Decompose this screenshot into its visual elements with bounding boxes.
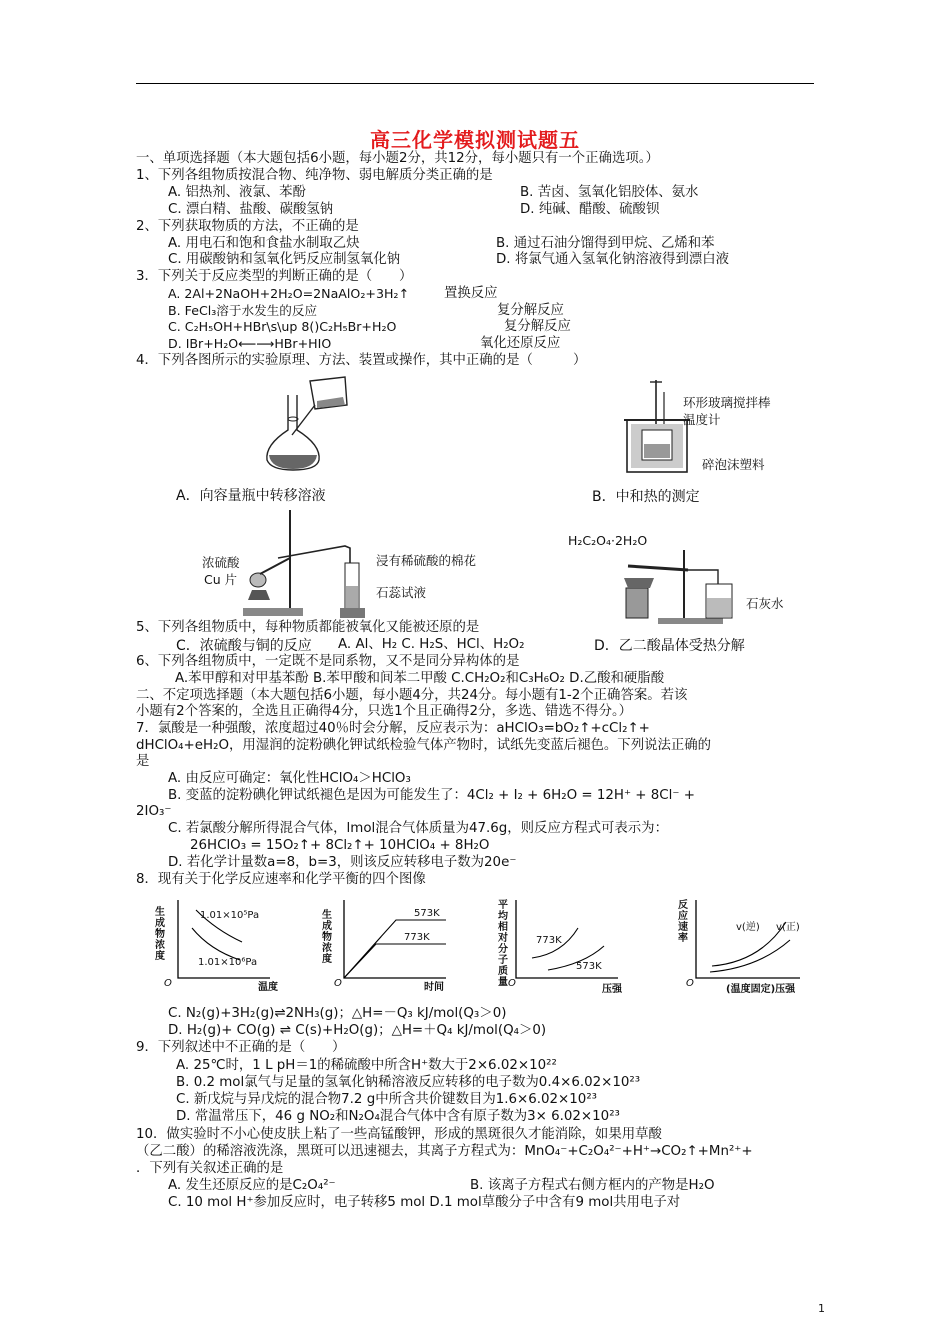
question-7-cont: dHClO₄+eH₂O，用湿润的淀粉碘化钾试纸检验气体产物时，试纸先变蓝后褪色。下列说法正确的 (136, 738, 712, 753)
graph-1-series-1: 1.01×10⁵Pa (200, 910, 260, 921)
label-limewater: 石灰水 (746, 596, 784, 611)
graph-3-origin: O (508, 978, 516, 989)
question-7: 7．氯酸是一种强酸，浓度超过40％时会分解，反应表示为：aHClO₃=bO₂↑+cCl₂↑+ (136, 721, 650, 736)
graph-3-xlabel: 压强 (602, 984, 622, 995)
option-3d: D. IBr+H₂O⟵⟶HBr+HIO (168, 336, 332, 351)
question-2: 2、下列获取物质的方法，不正确的是 (136, 219, 359, 234)
caption-4a: A．向容量瓶中转移溶液 (176, 488, 326, 504)
label-conc-acid: 浓硫酸 (202, 555, 240, 570)
question-1: 1、下列各组物质按混合物、纯净物、弱电解质分类正确的是 (136, 168, 493, 183)
option-3a-type: 置换反应 (444, 286, 498, 301)
graph-1-origin: O (164, 978, 172, 989)
header-rule (136, 83, 814, 84)
apparatus-b-figure (622, 378, 692, 478)
option-9a: A. 25℃时，1 L pH＝1的稀硫酸中所含H⁺数大于2×6.02×10²² (176, 1058, 557, 1073)
option-3a: A. 2Al+2NaOH+2H₂O=2NaAlO₂+3H₂↑ (168, 286, 410, 301)
section-2-heading-cont: 小题有2个答案的，全选且正确得4分，只选1个且正确得2分，多选、错选不得分。） (136, 704, 633, 719)
option-7b: B. 变蓝的淀粉碘化钾试纸褪色是因为可能发生了：4Cl₂ + I₂ + 6H₂O = 12H⁺ + 8Cl⁻ + (168, 788, 695, 803)
option-2b: B. 通过石油分馏得到甲烷、乙烯和苯 (496, 236, 715, 251)
question-10-cont: （乙二酸）的稀溶液洗涤，黑斑可以迅速褪去，其离子方程式为：MnO₄⁻+C₂O₄²⁻+H⁺→CO₂↑+Mn²⁺+ (136, 1144, 753, 1159)
apparatus-c-figure (240, 508, 370, 620)
graph-1-series-2: 1.01×10⁶Pa (198, 957, 258, 968)
graph-4 (688, 900, 808, 985)
option-9d: D. 常温常压下，46 g NO₂和N₂O₄混合气体中含有原子数为3× 6.02×10²³ (176, 1109, 620, 1124)
question-3: 3．下列关于反应类型的判断正确的是（ ） (136, 269, 413, 284)
question-10: 10．做实验时不小心使皮肤上粘了一些高锰酸钾，形成的黑斑很久才能消除，如果用草酸 (136, 1127, 662, 1142)
graph-4-ylabel: 反应速率 (678, 900, 688, 944)
caption-4b: B．中和热的测定 (592, 489, 700, 505)
option-3b-type: 复分解反应 (497, 303, 564, 318)
graph-2-series-2: 773K (404, 932, 430, 943)
question-5: 5、下列各组物质中，每种物质都能被氧化又能被还原的是 (136, 620, 480, 635)
option-7c: C. 若氯酸分解所得混合气体，lmol混合气体质量为47.6g，则反应方程式可表示为： (168, 821, 668, 836)
option-9b: B. 0.2 mol氯气与足量的氢氧化钠稀溶液反应转移的电子数为0.4×6.02×10²³ (176, 1075, 641, 1090)
apparatus-a-figure (255, 375, 355, 475)
section-heading: 一、单项选择题（本大题包括6小题，每小题2分，共12分，每小题只有一个正确选项。） (136, 151, 659, 166)
graph-4-origin: O (686, 978, 694, 989)
option-2d: D. 将氯气通入氢氧化钠溶液得到漂白液 (496, 252, 730, 267)
label-thermometer: 温度计 (683, 412, 721, 427)
graph-4-series-2: v(正) (776, 922, 800, 933)
option-1c: C. 漂白精、盐酸、碳酸氢钠 (168, 202, 334, 217)
section-2-heading: 二、不定项选择题（本大题包括6小题，每小题4分，共24分。每小题有1-2个正确答案。若该 (136, 688, 688, 703)
label-oxalic: H₂C₂O₄·2H₂O (568, 533, 648, 548)
apparatus-d-figure (618, 548, 748, 626)
graph-3-series-2: 573K (576, 961, 602, 972)
option-10b: B. 该离子方程式右侧方框内的产物是H₂O (470, 1178, 715, 1193)
option-8c: C. N₂(g)+3H₂(g)⇌2NH₃(g)；△H=－Q₃ kJ/mol(Q₃＞0) (168, 1006, 507, 1021)
label-cu: Cu 片 (204, 572, 238, 587)
graph-2-ylabel: 生成物浓度 (322, 910, 332, 965)
question-8: 8．现有关于化学反应速率和化学平衡的四个图像 (136, 872, 426, 887)
option-2a: A. 用电石和饱和食盐水制取乙炔 (168, 236, 360, 251)
option-1d: D. 纯碱、醋酸、硫酸钡 (520, 202, 660, 217)
page-title: 高三化学模拟测试题五 (370, 128, 580, 152)
label-stirrer: 环形玻璃搅拌棒 (683, 395, 771, 410)
graph-3-series-1: 773K (536, 935, 562, 946)
page-number: 1 (818, 1302, 825, 1315)
graph-2-series-1: 573K (414, 908, 440, 919)
graph-1-ylabel: 生成物浓度 (155, 907, 165, 962)
option-9c: C. 新戊烷与异戊烷的混合物7.2 g中所含共价键数目为1.6×6.02×10²³ (176, 1092, 598, 1107)
question-6: 6、下列各组物质中，一定既不是同系物，又不是同分异构体的是 (136, 654, 520, 669)
caption-4d: D．乙二酸晶体受热分解 (594, 638, 745, 654)
question-10-end: ．下列有关叙述正确的是 (136, 1161, 284, 1176)
option-6: A.苯甲醇和对甲基苯酚 B.苯甲酸和间苯二甲酸 C.CH₂O₂和C₃H₆O₂ D.乙酸和硬脂酸 (175, 671, 665, 686)
graph-2-origin: O (334, 978, 342, 989)
option-7b-cont: 2IO₃⁻ (136, 804, 172, 819)
label-foam: 碎泡沫塑料 (702, 457, 765, 472)
label-cotton: 浸有稀硫酸的棉花 (376, 553, 477, 568)
graph-4-series-1: v(逆) (736, 922, 760, 933)
option-7c-eq: 26HClO₃ = 15O₂↑+ 8Cl₂↑+ 10HClO₄ + 8H₂O (190, 838, 490, 853)
graph-3 (508, 900, 628, 985)
option-10a: A. 发生还原反应的是C₂O₄²⁻ (168, 1178, 336, 1193)
option-3c: C. C₂H₅OH+HBr\s\up 8()C₂H₅Br+H₂O (168, 319, 397, 334)
option-3c-type: 复分解反应 (504, 319, 571, 334)
graph-3-ylabel: 平均相对分子质量 (498, 900, 508, 988)
graph-4-xlabel: (温度固定)压强 (726, 984, 796, 995)
option-7d: D. 若化学计量数a=8，b=3，则该反应转移电子数为20e⁻ (168, 855, 517, 870)
caption-4c: C．浓硫酸与铜的反应 (176, 635, 316, 655)
question-7-end: 是 (136, 754, 150, 769)
option-7a: A. 由反应可确定：氧化性HClO₄＞HClO₃ (168, 771, 411, 786)
option-5: A. Al、H₂ C. H₂S、HCl、H₂O₂ (338, 637, 525, 652)
label-litmus: 石蕊试液 (376, 585, 427, 600)
option-3b: B. FeCl₃溶于水发生的反应 (168, 303, 318, 318)
option-1b: B. 苦卤、氢氧化铝胶体、氨水 (520, 185, 699, 200)
graph-2-xlabel: 时间 (424, 982, 444, 993)
graph-1-xlabel: 温度 (258, 982, 278, 993)
question-4: 4．下列各图所示的实验原理、方法、装置或操作，其中正确的是（ ） (136, 353, 587, 368)
option-1a: A. 铝热剂、液氯、苯酚 (168, 185, 306, 200)
option-2c: C. 用碳酸钠和氢氧化钙反应制氢氧化钠 (168, 252, 401, 267)
question-9: 9．下列叙述中不正确的是（ ） (136, 1040, 346, 1055)
option-3d-type: 氧化还原反应 (480, 336, 561, 351)
option-8d: D. H₂(g)+ CO(g) ⇌ C(s)+H₂O(g)；△H=＋Q₄ kJ/mol(Q₄＞0) (168, 1023, 547, 1038)
option-10c-d: C. 10 mol H⁺参加反应时，电子转移5 mol D.1 mol草酸分子中含有9 mol共用电子对 (168, 1195, 681, 1210)
